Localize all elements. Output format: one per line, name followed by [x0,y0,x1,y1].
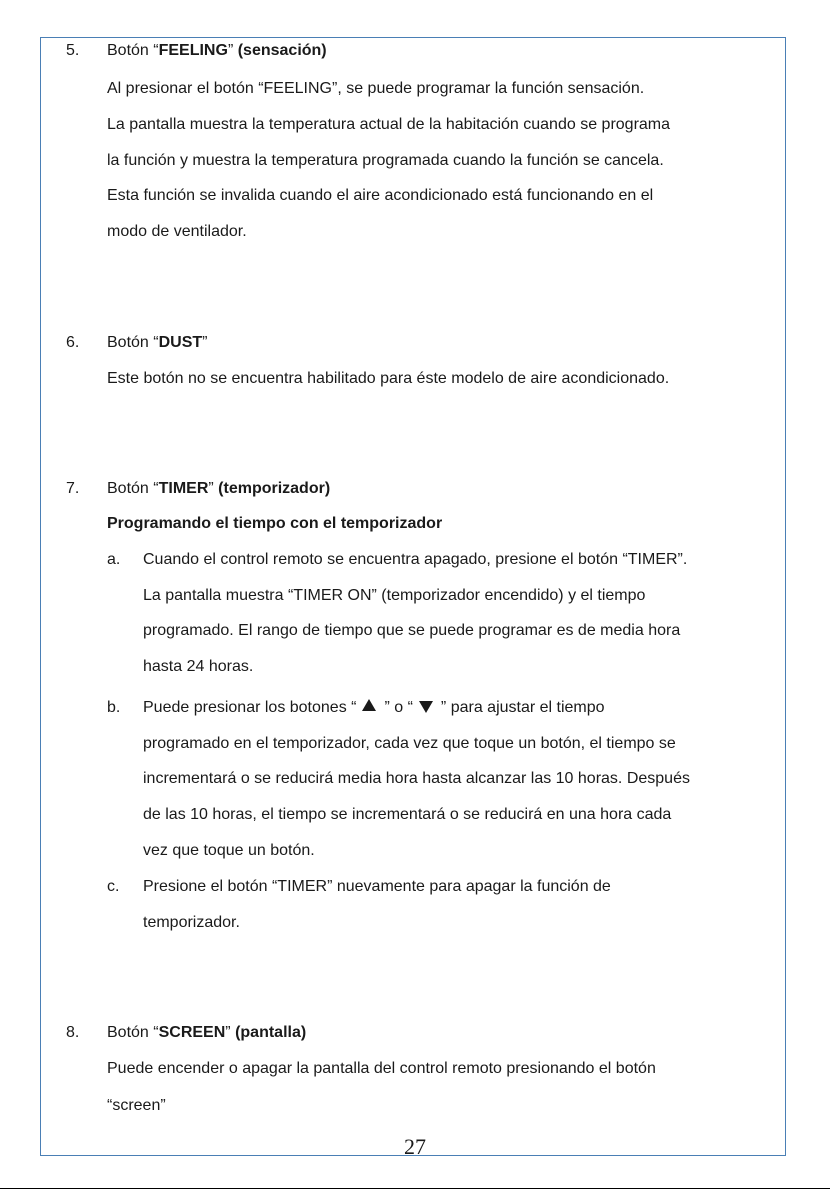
item-line: programado en el temporizador, cada vez que toque un botón, el tiempo se [143,735,676,752]
item-letter: c. [107,878,120,895]
triangle-down-icon [419,701,433,713]
subheading: Programando el tiempo con el temporizador [107,515,443,532]
section-title: Botón “FEELING” (sensación) [107,42,327,59]
paragraph-line: Puede encender o apagar la pantalla del control remoto presionando el botón [107,1060,656,1077]
item-letter: a. [107,551,121,568]
item-line: incrementará o se reducirá media hora hasta alcanzar las 10 horas. Después [143,770,690,787]
item-line: Puede presionar los botones “ ” o “ ” para ajustar el tiempo [143,699,605,716]
section-title: Botón “DUST” [107,334,208,351]
page-number: 27 [404,1134,426,1159]
item-line: temporizador. [143,914,240,931]
paragraph-line: modo de ventilador. [107,223,247,240]
item-line: Presione el botón “TIMER” nuevamente para apagar la función de [143,878,611,895]
item-line: La pantalla muestra “TIMER ON” (temporizador encendido) y el tiempo [143,587,646,604]
section-number: 8. [66,1024,80,1041]
paragraph-line: Este botón no se encuentra habilitado para éste modelo de aire acondicionado. [107,370,670,387]
item-line: programado. El rango de tiempo que se puede programar es de media hora [143,622,681,639]
section-title: Botón “SCREEN” (pantalla) [107,1024,307,1041]
bottom-rule [0,1188,830,1189]
paragraph-line: Esta función se invalida cuando el aire acondicionado está funcionando en el [107,187,654,204]
paragraph-line: Al presionar el botón “FEELING”, se puede programar la función sensación. [107,80,645,97]
item-line: de las 10 horas, el tiempo se incrementará o se reducirá en una hora cada [143,806,672,823]
item-letter: b. [107,699,121,716]
section-number: 7. [66,480,80,497]
item-line: hasta 24 horas. [143,658,254,675]
item-line: Cuando el control remoto se encuentra apagado, presione el botón “TIMER”. [143,551,688,568]
section-number: 6. [66,334,80,351]
triangle-up-icon [362,699,376,711]
section-title: Botón “TIMER” (temporizador) [107,480,331,497]
section-number: 5. [66,42,80,59]
paragraph-line: la función y muestra la temperatura programada cuando la función se cancela. [107,152,664,169]
paragraph-line: “screen” [107,1097,166,1114]
item-line: vez que toque un botón. [143,842,315,859]
paragraph-line: La pantalla muestra la temperatura actual de la habitación cuando se programa [107,116,671,133]
